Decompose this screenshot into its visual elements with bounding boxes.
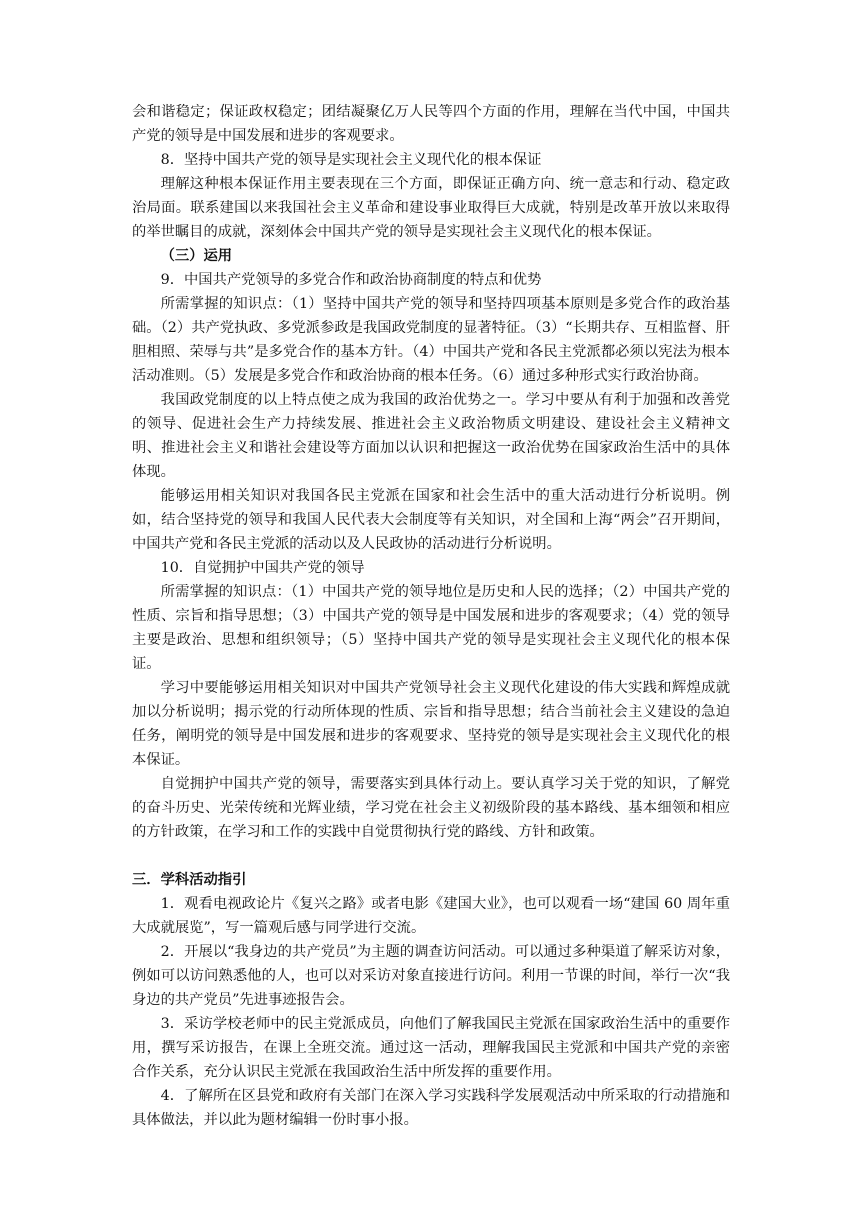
item-10-action: 自觉拥护中国共产党的领导，需要落实到具体行动上。要认真学习关于党的知识，了解党的奋斗历史、光荣传统和光辉业绩，学习党在社会主义初级阶段的基本路线、基本细领和相应的方针政策，在学习和工作的实践中自觉贯彻执行党的路线、方针和政策。 — [132, 776, 730, 840]
activity-4: 4．了解所在区县党和政府有关部门在深入学习实践科学发展观活动中所采取的行动措施和具体做法，并以此为题材编辑一份时事小报。 — [132, 1088, 730, 1128]
item-8-body: 理解这种根本保证作用主要表现在三个方面，即保证正确方向、统一意志和行动、稳定政治局面。联系建国以来我国社会主义革命和建设事业取得巨大成就，特别是改革开放以来取得的举世瞩目的成就，深刻体会中国共产党的领导是实现社会主义现代化的根本保证。 — [132, 176, 730, 240]
item-9-advantage: 我国政党制度的以上特点使之成为我国的政治优势之一。学习中要从有利于加强和改善党的领导、促进社会生产力持续发展、推进社会主义政治物质文明建设、建设社会主义精神文明、推进社会主义和谐社会建设等方面加以认识和把握这一政治优势在国家政治生活中的具体体现。 — [132, 392, 730, 480]
item-8-heading: 8．坚持中国共产党的领导是实现社会主义现代化的根本保证 — [160, 152, 542, 168]
activity-2: 2．开展以“我身边的共产党员”为主题的调查访问活动。可以通过多种渠道了解采访对象，例如可以访问熟悉他的人，也可以对采访对象直接进行访问。利用一节课的时间，举行一次“我身边的共产党员”先进事迹报告会。 — [132, 944, 730, 1008]
activity-1: 1．观看电视政论片《复兴之路》或者电影《建国大业》，也可以观看一场“建国 60 周年重大成就展览”，写一篇观后感与同学进行交流。 — [132, 896, 730, 936]
section-heading-activities: 三．学科活动指引 — [132, 872, 247, 888]
document-page — [132, 100, 730, 1132]
item-9-heading: 9．中国共产党领导的多党合作和政治协商制度的特点和优势 — [160, 272, 542, 288]
item-10-knowledge-points: 所需掌握的知识点：（1）中国共产党的领导地位是历史和人民的选择；（2）中国共产党的性质、宗旨和指导思想；（3）中国共产党的领导是中国发展和进步的客观要求；（4）党的领导主要是政治、思想和组织领导；（5）坚持中国共产党的领导是实现社会主义现代化的根本保证。 — [132, 584, 730, 672]
item-9-knowledge-points: 所需掌握的知识点：（1）坚持中国共产党的领导和坚持四项基本原则是多党合作的政治基础。（2）共产党执政、多党派参政是我国政党制度的显著特征。（3）“长期共存、互相监督、肝胆相照、荣辱与共”是多党合作的基本方针。（4）中国共产党和各民主党派都必须以宪法为根本活动准则。（5）发展是多党合作和政治协商的根本任务。（6）通过多种形式实行政治协商。 — [132, 296, 730, 384]
item-9-application: 能够运用相关知识对我国各民主党派在国家和社会生活中的重大活动进行分析说明。例如，结合坚持党的领导和我国人民代表大会制度等有关知识，对全国和上海“两会”召开期间，中国共产党和各民主党派的活动以及人民政协的活动进行分析说明。 — [132, 488, 730, 552]
paragraph-continuation: 会和谐稳定；保证政权稳定；团结凝聚亿万人民等四个方面的作用，理解在当代中国，中国共产党的领导是中国发展和进步的客观要求。 — [132, 104, 730, 144]
item-10-heading: 10．自觉拥护中国共产党的领导 — [160, 560, 365, 576]
item-10-study: 学习中要能够运用相关知识对中国共产党领导社会主义现代化建设的伟大实践和辉煌成就加以分析说明；揭示党的行动所体现的性质、宗旨和指导思想；结合当前社会主义建设的急迫任务，阐明党的领导是中国发展和进步的客观要求、坚持党的领导是实现社会主义现代化的根本保证。 — [132, 680, 730, 768]
activity-3: 3．采访学校老师中的民主党派成员，向他们了解我国民主党派在国家政治生活中的重要作用，撰写采访报告，在课上全班交流。通过这一活动，理解我国民主党派和中国共产党的亲密合作关系，充分认识民主党派在我国政治生活中所发挥的重要作用。 — [132, 1016, 730, 1080]
subsection-heading-application: （三）运用 — [160, 248, 233, 264]
